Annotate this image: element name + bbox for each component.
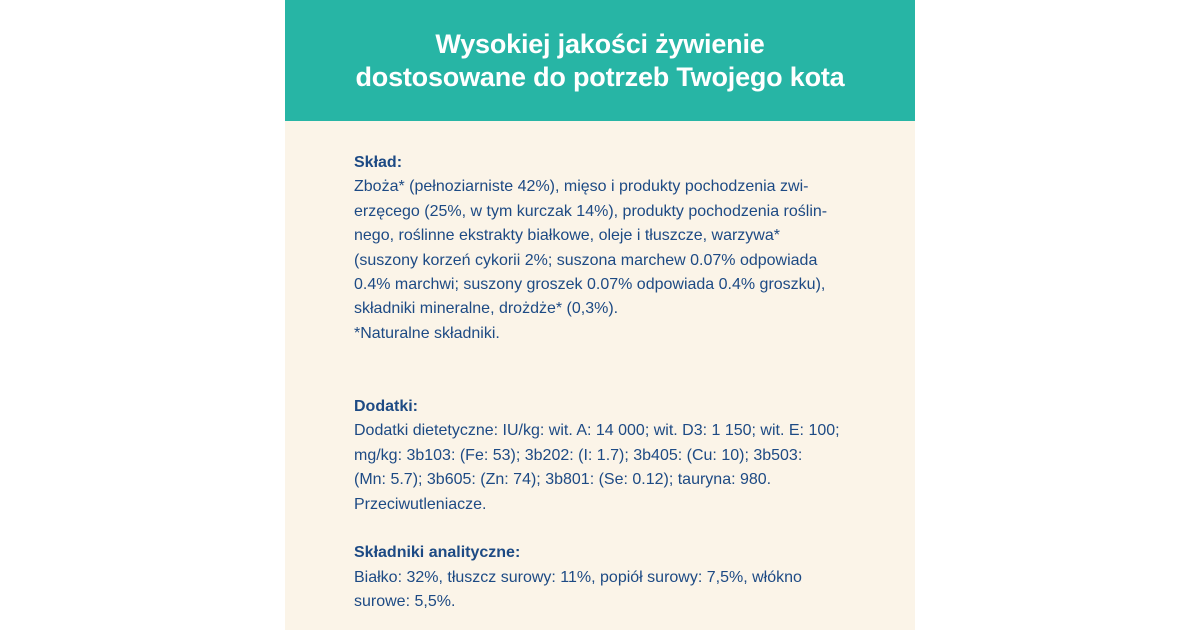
composition-line: (suszony korzeń cykorii 2%; suszona marchew 0.07% odpowiada: [354, 251, 818, 269]
product-info-panel: [285, 0, 915, 630]
composition-line: składniki mineralne, drożdże* (0,3%).: [354, 300, 619, 318]
header-title-line-1: Wysokiej jakości żywienie: [435, 28, 765, 59]
composition-footnote: *Naturalne składniki.: [354, 324, 500, 342]
composition-line: 0.4% marchwi; suszony groszek 0.07% odpowiada 0.4% groszku),: [354, 276, 826, 294]
section-spacer: [354, 346, 874, 370]
header-banner: [285, 0, 915, 121]
additives-line: (Mn: 5.7); 3b605: (Zn: 74); 3b801: (Se: 0.12); tauryna: 980.: [354, 471, 772, 489]
additives-section: [354, 395, 874, 517]
composition-line: nego, roślinne ekstrakty białkowe, oleje i tłuszcze, warzywa*: [354, 227, 780, 245]
analytical-line: Białko: 32%, tłuszcz surowy: 11%, popiół surowy: 7,5%, włókno: [354, 568, 802, 586]
composition-line: erzęcego (25%, w tym kurczak 14%), produkty pochodzenia roślin-: [354, 202, 828, 220]
composition-line: Zboża* (pełnoziarniste 42%), mięso i produkty pochodzenia zwi-: [354, 178, 809, 196]
additives-line: mg/kg: 3b103: (Fe: 53); 3b202: (I: 1.7); 3b405: (Cu: 10); 3b503:: [354, 446, 803, 464]
additives-title: Dodatki:: [354, 398, 418, 416]
analytical-line: surowe: 5,5%.: [354, 593, 456, 611]
analytical-title: Składniki analityczne:: [354, 544, 521, 562]
analytical-section: [354, 541, 874, 614]
composition-title: Skład:: [354, 154, 403, 171]
composition-section: [354, 151, 874, 346]
section-spacer: [354, 371, 874, 395]
section-spacer: [354, 517, 874, 541]
additives-line: Dodatki dietetyczne: IU/kg: wit. A: 14 000; wit. D3: 1 150; wit. E: 100;: [354, 422, 840, 440]
additives-line: Przeciwutleniacze.: [354, 495, 487, 513]
header-title-line-2: dostosowane do potrzeb Twojego kota: [355, 61, 845, 92]
content-area: [354, 151, 874, 615]
